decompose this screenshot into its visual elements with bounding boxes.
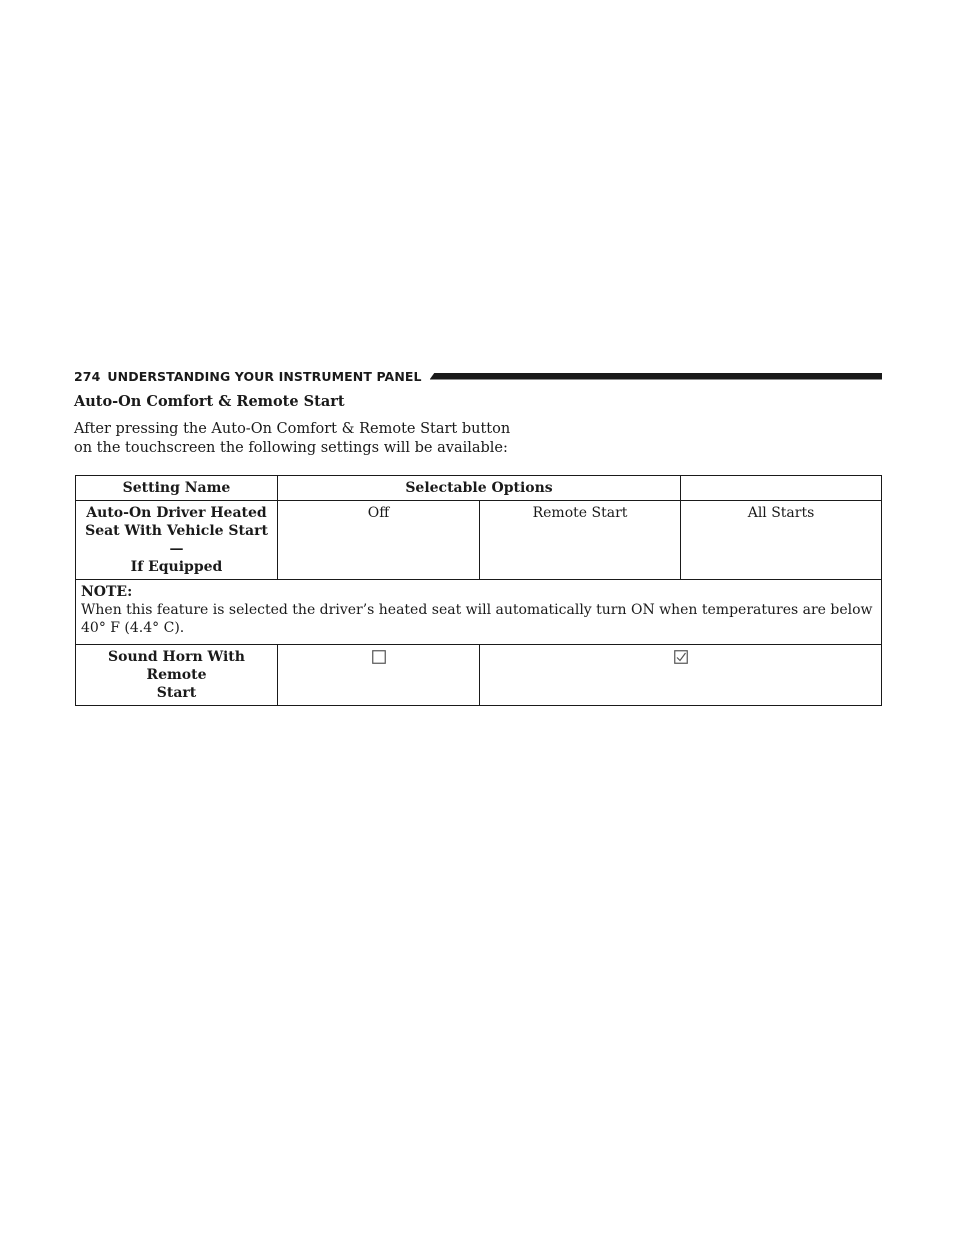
note-label: NOTE: — [81, 584, 133, 600]
checkbox-checked-icon — [674, 650, 688, 664]
header-rule — [430, 373, 882, 380]
page-number: 274 — [74, 368, 101, 384]
header-setting-name: Setting Name — [76, 476, 278, 501]
settings-table — [75, 475, 882, 706]
setting-name-sound-horn — [76, 645, 278, 706]
option-checked[interactable] — [480, 645, 882, 706]
note-cell — [76, 580, 882, 645]
setting-name-line: Auto-On Driver Heated — [86, 505, 267, 521]
page-header — [74, 367, 882, 385]
table-row — [76, 645, 882, 706]
option-remote-start[interactable]: Remote Start — [480, 501, 681, 580]
table-row — [76, 501, 882, 580]
checkbox-unchecked-icon — [372, 650, 386, 664]
section-header: UNDERSTANDING YOUR INSTRUMENT PANEL — [107, 368, 422, 384]
header-selectable-options: Selectable Options — [278, 476, 681, 501]
intro-paragraph — [74, 420, 511, 458]
setting-name-line: Start — [156, 685, 197, 701]
section-title: Auto-On Comfort & Remote Start — [74, 393, 345, 410]
setting-name-line: Seat With Vehicle Start— — [85, 523, 268, 557]
option-unchecked[interactable] — [278, 645, 480, 706]
setting-name-line: If Equipped — [130, 559, 223, 575]
note-text: When this feature is selected the driver’s heated seat will automatically turn ON when temperatures are below 40° F (4.4° C). — [81, 602, 873, 636]
option-off[interactable]: Off — [278, 501, 480, 580]
table-row-note — [76, 580, 882, 645]
option-all-starts[interactable]: All Starts — [681, 501, 882, 580]
intro-line: After pressing the Auto-On Comfort & Remote Start button — [74, 421, 511, 437]
table-header-row — [76, 476, 882, 501]
header-empty — [681, 476, 882, 501]
setting-name-line: Sound Horn With Remote — [108, 649, 245, 683]
intro-line: on the touchscreen the following settings will be available: — [74, 440, 508, 456]
setting-name-heated-seat — [76, 501, 278, 580]
